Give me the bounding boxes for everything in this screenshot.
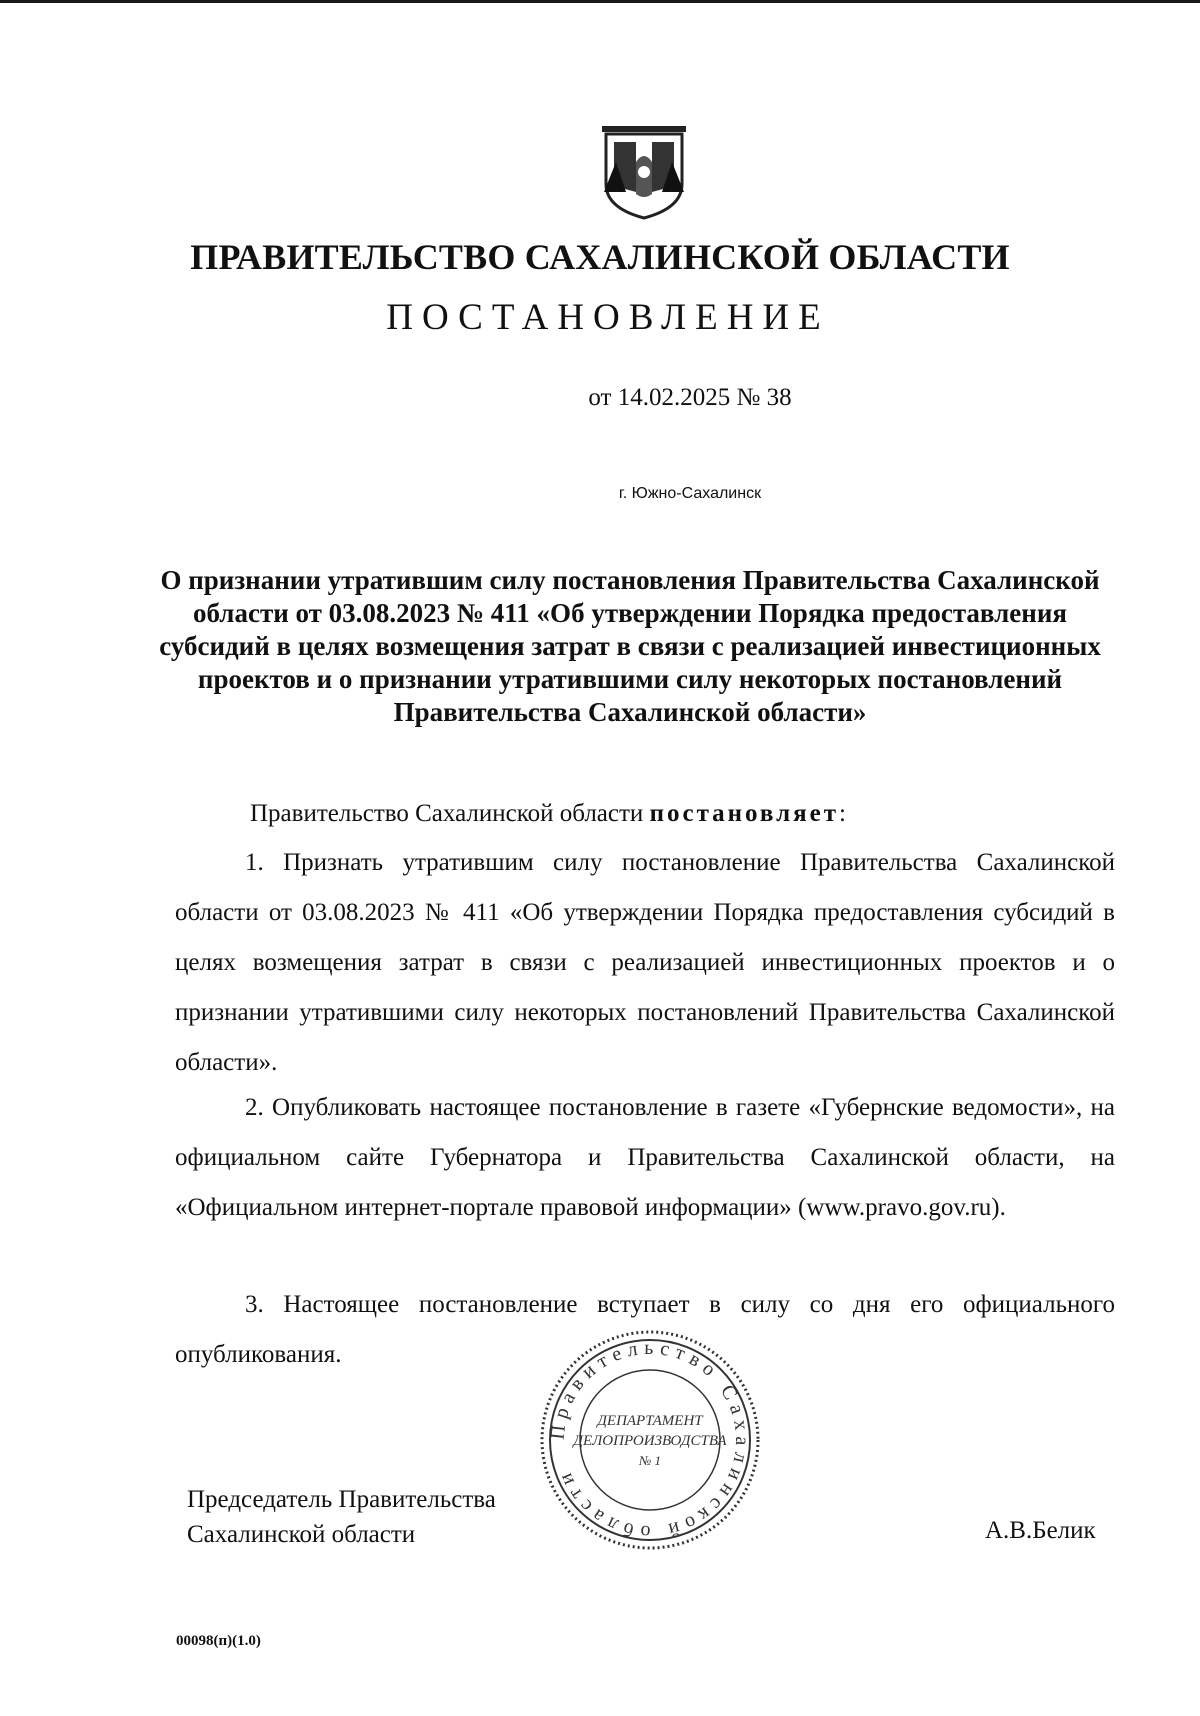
preamble-text: Правительство Сахалинской области [250, 800, 650, 827]
document-code: 00098(п)(1.0) [176, 1633, 261, 1649]
coat-of-arms-icon [596, 122, 692, 222]
decree-type-heading: ПОСТАНОВЛЕНИЕ [386, 297, 830, 338]
paragraph-3: 3. Настоящее постановление вступает в силу со дня его официального опубликования. [175, 1291, 1115, 1368]
signatory-title [187, 1482, 496, 1552]
decree-subject: О признании утратившим силу постановления Правительства Сахалинской области от 03.08.2023 № 411 «Об утверждении Порядка предоставления субсидий в целях возмещения затрат в связи с реализацией инвестиционных проектов и о признании утратившими силу некоторых постановлений Правительства Сахалинской области» [159, 565, 1101, 727]
paragraph-1: 1. Признать утратившим силу постановление Правительства Сахалинской области от 03.08.2023 № 411 «Об утверждении Порядка предоставления субсидий в целях возмещения затрат в связи с реализацией инвестиционных проектов и о признании утратившими силу некоторых постановлений Правительства Сахалинской области». [175, 849, 1115, 1076]
official-seal-icon [537, 1327, 763, 1553]
top-border-line [0, 0, 1200, 3]
signatory-title-line2: Сахалинской области [187, 1521, 416, 1548]
government-title: ПРАВИТЕЛЬСТВО САХАЛИНСКОЙ ОБЛАСТИ [190, 237, 1010, 277]
signatory-name: А.В.Белик [985, 1517, 1096, 1544]
seal-inner-line2: ДЕЛОПРОИЗВОДСТВА [573, 1433, 727, 1449]
signatory-title-line1: Председатель Правительства [187, 1486, 496, 1513]
preamble-tail: : [839, 800, 846, 827]
preamble [250, 800, 846, 828]
seal-inner-line3: № 1 [638, 1453, 662, 1468]
seal-outer-text: Правительство Сахалинской области [546, 1336, 754, 1544]
decree-city: г. Южно-Сахалинск [618, 485, 762, 502]
preamble-emphasis: постановляет [649, 800, 840, 827]
seal-inner-line1: ДЕПАРТАМЕНТ [597, 1413, 703, 1429]
decree-date-number: от 14.02.2025 № 38 [588, 384, 792, 411]
paragraph-2: 2. Опубликовать настоящее постановление в газете «Губернские ведомости», на официальном сайте Губернатора и Правительства Сахалинской области, на «Официальном интернет-портале правовой информации» (www.pravo.gov.ru). [175, 1094, 1115, 1221]
